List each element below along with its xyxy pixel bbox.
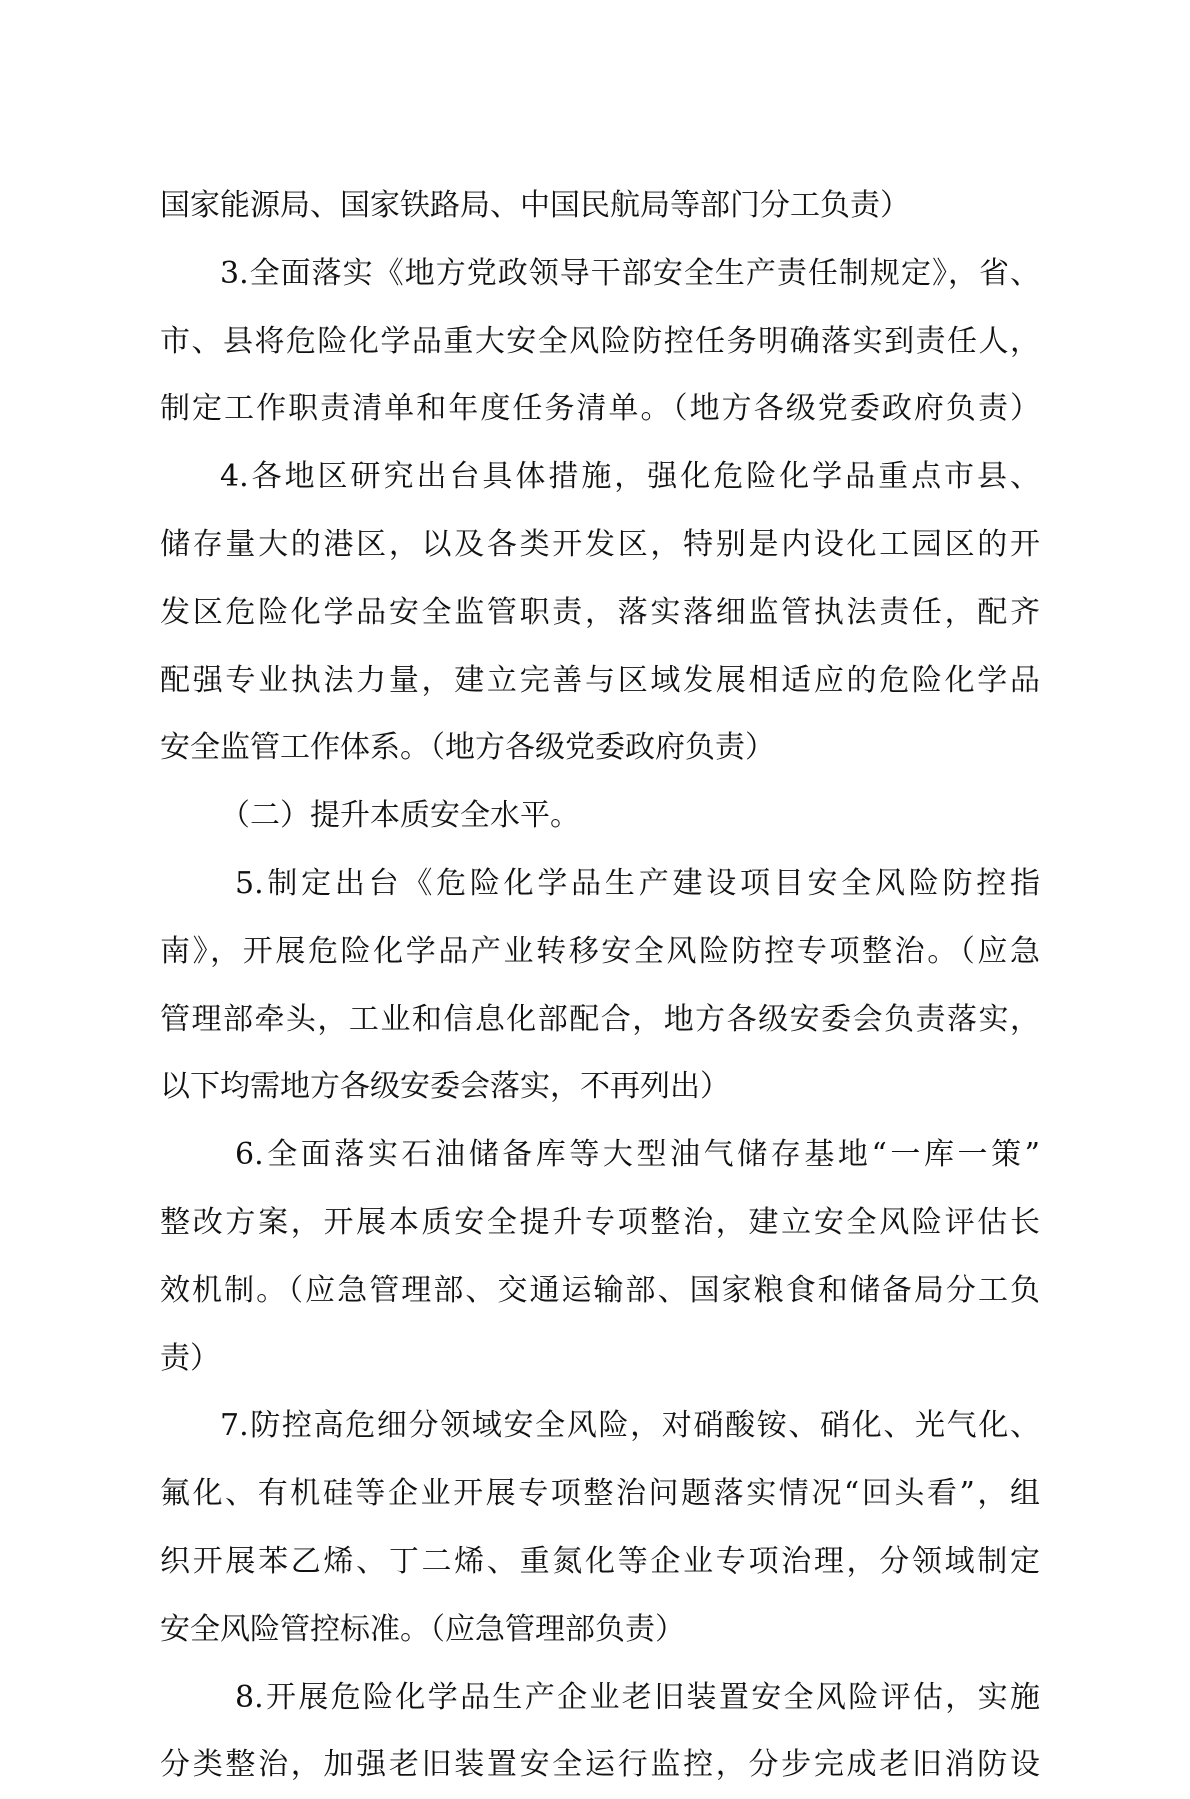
text-line: 以下均需地方各级安委会落实，不再列出） [160,1069,730,1105]
text-line: 整改方案，开展本质安全提升专项整治，建立安全风险评估长 [160,1204,1040,1240]
text-line: 安全监管工作体系。（地方各级党委政府负责） [160,730,775,766]
text-line: 氟化、有机硅等企业开展专项整治问题落实情况“回头看”，组 [160,1476,1040,1512]
text-line: 责） [160,1340,220,1376]
item-5-line: 5.制定出台《危险化学品生产建设项目安全风险防控指 [235,865,1040,901]
text-line: 国家能源局、国家铁路局、中国民航局等部门分工负责） [160,188,910,223]
text-line: 市、县将危险化学品重大安全风险防控任务明确落实到责任人， [160,323,1040,359]
item-6-line: 6.全面落实石油储备库等大型油气储存基地“一库一策” [235,1137,1040,1173]
item-4-line: 4.各地区研究出台具体措施，强化危险化学品重点市县、 [220,459,1040,495]
text-line: 分类整治，加强老旧装置安全运行监控，分步完成老旧消防设 [160,1747,1040,1783]
text-line: 安全风险管控标准。（应急管理部负责） [160,1611,685,1647]
text-line: 管理部牵头，工业和信息化部配合，地方各级安委会负责落实， [160,1001,1040,1037]
text-line: 织开展苯乙烯、丁二烯、重氮化等企业专项治理，分领域制定 [160,1543,1040,1579]
document-body [160,172,1040,1799]
text-line: 南》，开展危险化学品产业转移安全风险防控专项整治。（应急 [160,933,1040,969]
section-heading: （二）提升本质安全水平。 [220,798,580,834]
text-line: 配强专业执法力量，建立完善与区域发展相适应的危险化学品 [160,662,1040,698]
text-line: 发区危险化学品安全监管职责，落实落细监管执法责任，配齐 [160,594,1040,630]
item-8-line: 8.开展危险化学品生产企业老旧装置安全风险评估，实施 [235,1679,1040,1715]
item-3-line: 3.全面落实《地方党政领导干部安全生产责任制规定》，省、 [220,255,1040,291]
text-line: 制定工作职责清单和年度任务清单。（地方各级党委政府负责） [160,391,1040,427]
text-line: 效机制。（应急管理部、交通运输部、国家粮食和储备局分工负 [160,1272,1040,1308]
text-line: 储存量大的港区，以及各类开发区，特别是内设化工园区的开 [160,526,1040,562]
item-7-line: 7.防控高危细分领域安全风险，对硝酸铵、硝化、光气化、 [220,1408,1040,1444]
